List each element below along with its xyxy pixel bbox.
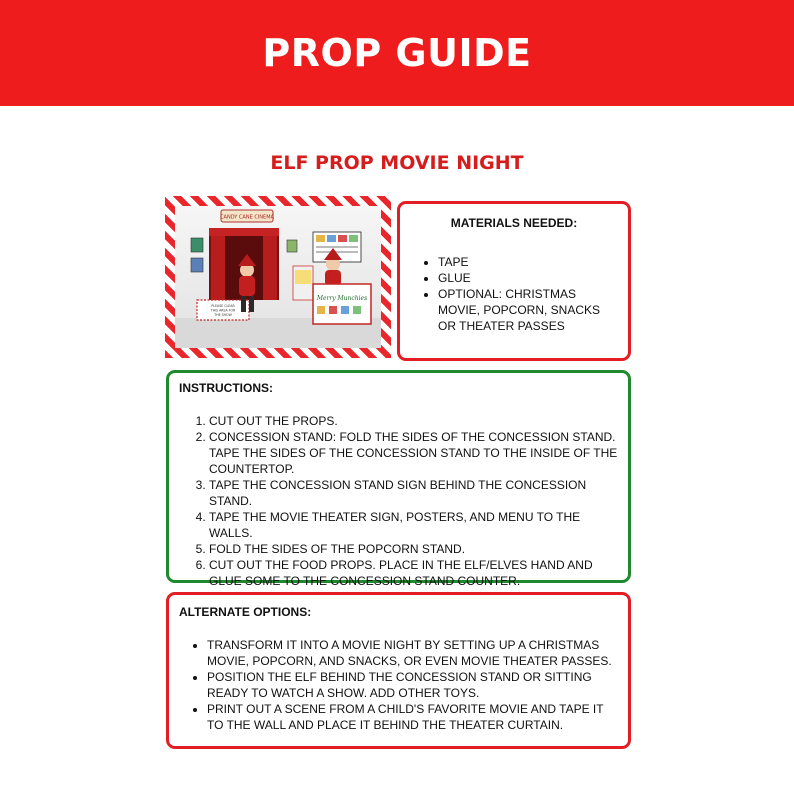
movie-night-scene [175,206,381,348]
list-item: • PRINT OUT A SCENE FROM A CHILD'S FAVORITE MOVIE AND TAPE IT TO THE WALL AND PLACE IT BEHIND THE THEATER CURTAIN. [207,701,618,733]
counter-sign-line-2: THIS AREA FOR [210,308,236,313]
counter-sign-line-1: PLEASE CLEAR [211,304,235,308]
stand-sign-text: Merry Munchies [316,295,368,302]
alternate-heading: ALTERNATE OPTIONS: [179,605,312,619]
list-item: 2. CONCESSION STAND: FOLD THE SIDES OF THE CONCESSION STAND. TAPE THE SIDES OF THE CONCESSION STAND TO THE INSIDE OF THE COUNTERTOP. [209,429,618,477]
list-item: • POSITION THE ELF BEHIND THE CONCESSION STAND OR SITTING READY TO WATCH A SHOW. ADD OTHER TOYS. [207,669,618,701]
theater-sign-text: CANDY CANE CINEMA [220,214,274,221]
materials-panel [397,201,631,361]
list-item: 1. CUT OUT THE PROPS. [209,413,618,429]
list-item: 5. FOLD THE SIDES OF THE POPCORN STAND. [209,541,618,557]
page-title: PROP GUIDE [262,31,532,75]
list-item: 3. TAPE THE CONCESSION STAND SIGN BEHIND THE CONCESSION STAND. [209,477,618,509]
instructions-list [179,413,618,589]
prop-photo [175,206,381,348]
list-item: • OPTIONAL: CHRISTMAS MOVIE, POPCORN, SNACKS OR THEATER PASSES [438,286,614,334]
list-item: • GLUE [438,270,614,286]
counter-sign-line-3: THE SHOW [214,313,232,317]
list-item: • TAPE [438,254,614,270]
alternate-list [179,637,618,733]
prop-photo-frame [165,196,391,358]
guide-subtitle: ELF PROP MOVIE NIGHT [270,152,524,174]
list-item: 6. CUT OUT THE FOOD PROPS. PLACE IN THE ELF/ELVES HAND AND GLUE SOME TO THE CONCESSION STAND COUNTER. [209,557,618,589]
materials-heading: MATERIALS NEEDED: [450,216,578,230]
header-banner [0,0,794,106]
materials-list [414,254,614,334]
list-item: • TRANSFORM IT INTO A MOVIE NIGHT BY SETTING UP A CHRISTMAS MOVIE, POPCORN, AND SNACKS, OR EVEN MOVIE THEATER PASSES. [207,637,618,669]
instructions-heading: INSTRUCTIONS: [179,381,273,395]
alternate-options-panel [166,592,631,749]
list-item: 4. TAPE THE MOVIE THEATER SIGN, POSTERS, AND MENU TO THE WALLS. [209,509,618,541]
instructions-panel [166,370,631,588]
